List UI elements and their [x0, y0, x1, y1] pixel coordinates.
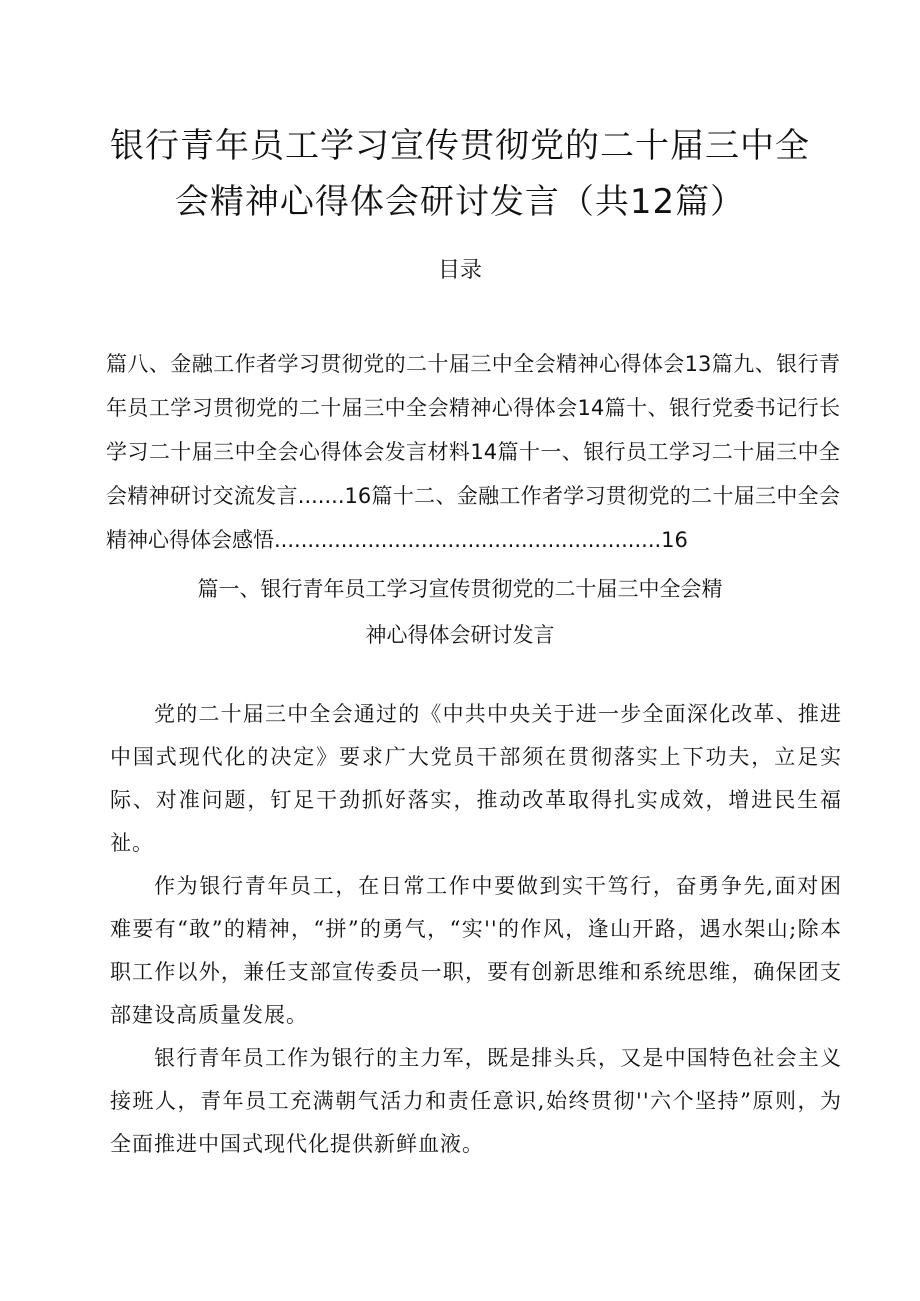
title-line-1: 银行青年员工学习宣传贯彻党的二十届三中全 — [110, 126, 810, 166]
paragraph: 作为银行青年员工，在日常工作中要做到实干笃行，奋勇争先,面对困难要有“敢”的精神，“拼”的勇气，“实''的作风，逢山开路，遇水架山;除本职工作以外，兼任支部宣传委员一职，要有创新思维和系统思维，确保团支部建设高质量发展。 — [110, 874, 842, 1027]
body-text — [110, 693, 842, 1166]
section-title-line-1: 篇一、银行青年员工学习宣传贯彻党的二十届三中全会精 — [197, 577, 723, 601]
table-of-contents: 篇八、金融工作者学习贯彻党的二十届三中全会精神心得体会13篇九、银行青年员工学习贯彻党的二十届三中全会精神心得体会14篇十、银行党委书记行长学习二十届三中全会心得体会发言材料14篇十一、银行员工学习二十届三中全会精神研讨交流发言.......16篇十二、金融工作者学习贯彻党的二十届三中全会精神心得体会感悟..........................................................16 — [106, 352, 840, 552]
paragraph: 党的二十届三中全会通过的《中共中央关于进一步全面深化改革、推进中国式现代化的决定》要求广大党员干部须在贯彻落实上下功夫，立足实际、对准问题，钉足干劲抓好落实，推动改革取得扎实成效，增进民生福祉。 — [110, 702, 842, 855]
section-title-line-2: 神心得体会研讨发言 — [365, 623, 555, 647]
toc-heading: 目录 — [437, 258, 482, 283]
paragraph: 银行青年员工作为银行的主力军，既是排头兵，又是中国特色社会主义接班人，青年员工充满朝气活力和责任意识,始终贯彻''六个坚持”原则，为全面推进中国式现代化提供新鲜血液。 — [110, 1046, 842, 1156]
title-line-2: 会精神心得体会研讨发言（共12篇） — [174, 182, 746, 222]
document-title — [100, 118, 820, 230]
section-title — [140, 566, 780, 658]
